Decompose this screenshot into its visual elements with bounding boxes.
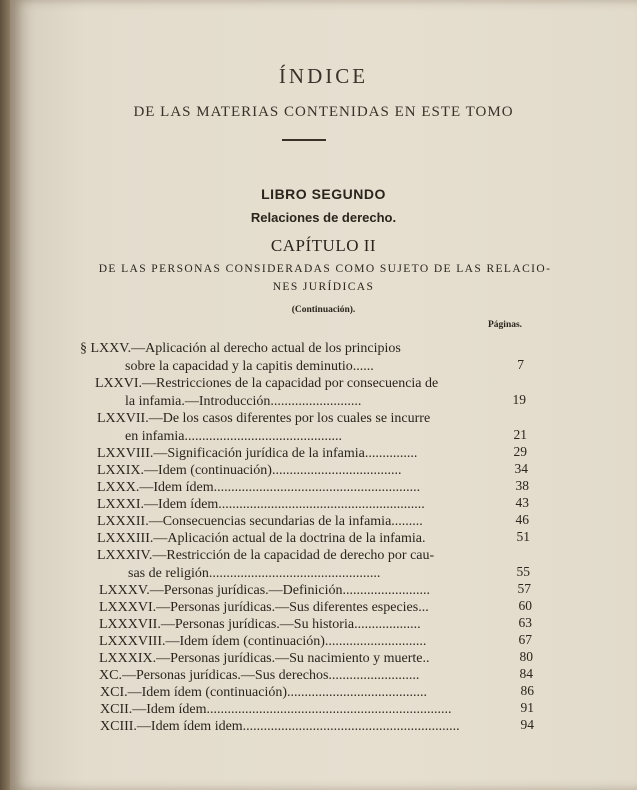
toc-entry-line: LXXXIV.—Restricción de la capacidad de derecho por cau- (97, 548, 435, 563)
title-rule (282, 139, 326, 141)
toc-page-number: 34 (514, 461, 528, 476)
chapter-heading: CAPÍTULO II (270, 236, 377, 255)
toc-page-number: 94 (520, 717, 534, 732)
toc-page-number: 55 (516, 564, 530, 579)
toc-entry-line: LXXXVIII.—Idem ídem (continuación)............................. (99, 634, 427, 649)
toc-entry-line: LXXXV.—Personas jurídicas.—Definición......................... (99, 583, 431, 598)
index-title: ÍNDICE (278, 64, 369, 88)
toc-entry-line: LXXXVI.—Personas jurídicas.—Sus diferentes especies... (99, 600, 429, 615)
toc-entry-line: XCI.—Idem ídem (continuación)........................................ (100, 685, 428, 700)
toc-entry-line: LXXVIII.—Significación jurídica de la infamia............... (97, 446, 418, 461)
toc-entry-line: § LXXV.—Aplicación al derecho actual de los principios (80, 341, 401, 356)
toc-entry-line: LXXIX.—Idem (continuación)..................................... (97, 463, 402, 478)
toc-page-number: 67 (518, 632, 532, 647)
toc-page-number: 38 (515, 478, 529, 493)
chapter-description-line-2: NES JURÍDICAS (272, 281, 375, 293)
toc-page-number: 7 (517, 357, 524, 372)
toc-entry-line: XC.—Personas jurídicas.—Sus derechos.......................... (99, 668, 420, 683)
toc-page-number: 91 (520, 700, 534, 715)
toc-page-number: 84 (519, 666, 533, 681)
toc-page-number: 80 (519, 649, 533, 664)
toc-entry-line: LXXXI.—Idem ídem........................................................... (97, 497, 425, 512)
libro-heading: LIBRO SEGUNDO (261, 186, 386, 202)
chapter-description-line-1: DE LAS PERSONAS CONSIDERADAS COMO SUJETO DE LAS RELACIO- (98, 263, 552, 275)
toc-page-number: 60 (518, 598, 532, 613)
toc-entry-line: XCII.—Idem ídem...................................................................... (100, 702, 452, 717)
part-title: Relaciones de derecho. (250, 210, 397, 225)
toc-page-number: 63 (518, 615, 532, 630)
toc-page-number: 43 (515, 495, 529, 510)
continuation-note: (Continuación). (291, 305, 356, 315)
toc-entry-line: LXXXII.—Consecuencias secundarias de la infamia......... (97, 514, 423, 529)
toc-entry-line: sas de religión................................................. (128, 566, 381, 581)
toc-page-number: 21 (513, 427, 527, 442)
toc-entry-line: LXXXVII.—Personas jurídicas.—Su historia................... (99, 617, 421, 632)
toc-page-number: 19 (512, 392, 526, 407)
book-gutter (0, 0, 10, 790)
book-page (10, 0, 637, 790)
toc-entry-line: LXXXIII.—Aplicación actual de la doctrina de la infamia. (97, 531, 426, 546)
toc-page-number: 46 (515, 512, 529, 527)
toc-page-number: 86 (520, 683, 534, 698)
toc-entry-line: LXXX.—Idem ídem........................................................... (97, 480, 421, 495)
toc-page-number: 29 (513, 444, 527, 459)
toc-entry-line: la infamia.—Introducción.......................... (125, 394, 362, 409)
index-subtitle: DE LAS MATERIAS CONTENIDAS EN ESTE TOMO (133, 104, 514, 120)
toc-entry-line: LXXVI.—Restricciones de la capacidad por consecuencia de (95, 376, 439, 391)
toc-page-number: 57 (517, 581, 531, 596)
pages-column-label: Páginas. (488, 320, 523, 330)
toc-entry-line: XCIII.—Idem ídem idem.............................................................. (100, 719, 460, 734)
toc-entry-line: LXXVII.—De los casos diferentes por los cuales se incurre (97, 411, 431, 426)
toc-page-number: 51 (516, 529, 530, 544)
toc-entry-line: LXXXIX.—Personas jurídicas.—Su nacimiento y muerte.. (99, 651, 430, 666)
toc-entry-line: sobre la capacidad y la capitis deminutio...... (125, 359, 374, 374)
toc-entry-line: en infamia............................................. (125, 429, 342, 444)
